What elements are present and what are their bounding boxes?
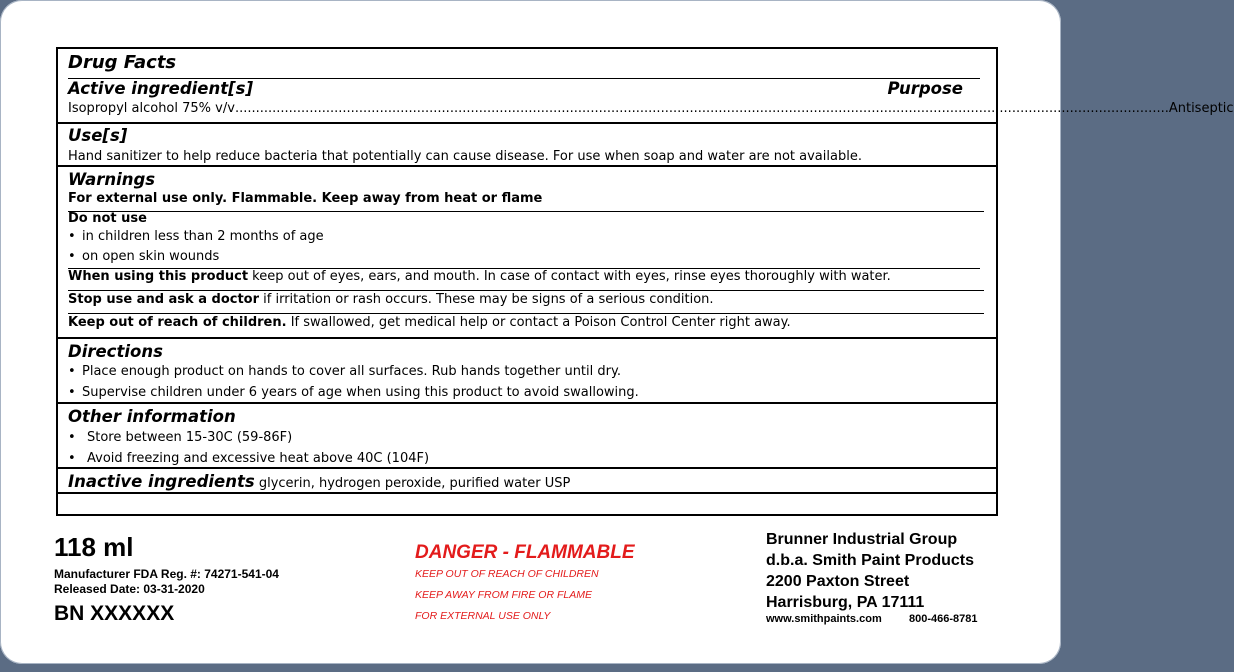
do-not-use-label: Do not use [68, 211, 147, 226]
danger-title: DANGER - FLAMMABLE [415, 542, 635, 563]
warnings-rule-1 [68, 211, 984, 212]
active-ingredient-heading: Active ingredient[s] [68, 79, 254, 98]
company-dba: d.b.a. Smith Paint Products [766, 552, 975, 569]
bullet: • [68, 430, 76, 445]
company-city: Harrisburg, PA 17111 [766, 594, 925, 611]
uses-heading: Use[s] [68, 126, 128, 145]
external-use-warning: For external use only. Flammable. Keep away from heat or flame [68, 191, 543, 206]
keep-out-text: If swallowed, get medical help or contact a Poison Control Center right away. [286, 315, 791, 330]
inactive-section [58, 467, 996, 495]
other-info-heading: Other information [68, 407, 236, 426]
when-using-line [68, 269, 891, 285]
active-ingredient-name: Isopropyl alcohol 75% v/v [68, 101, 235, 116]
warnings-heading: Warnings [68, 170, 156, 189]
do-not-use-item: on open skin wounds [82, 249, 220, 264]
directions-item: Place enough product on hands to cover all surfaces. Rub hands together until dry. [82, 364, 621, 379]
company-website[interactable]: www.smithpaints.com [766, 613, 882, 625]
danger-line: KEEP OUT OF REACH OF CHILDREN [415, 568, 599, 580]
when-using-text: keep out of eyes, ears, and mouth. In case of contact with eyes, rinse eyes thoroughly with water. [248, 269, 891, 284]
company-phone: 800-466-8781 [909, 613, 978, 625]
uses-section [58, 122, 996, 166]
directions-section [58, 337, 996, 403]
uses-text: Hand sanitizer to help reduce bacteria that potentially can cause disease. For use when soap and water are not available. [68, 149, 862, 164]
bullet: • [68, 364, 76, 379]
purpose-heading: Purpose [887, 79, 963, 98]
keep-out-label: Keep out of reach of children. [68, 315, 287, 330]
company-name: Brunner Industrial Group [766, 531, 958, 548]
other-info-item: Avoid freezing and excessive heat above 40C (104F) [87, 451, 430, 466]
danger-line: FOR EXTERNAL USE ONLY [415, 610, 551, 622]
bullet: • [68, 451, 76, 466]
batch-number: BN XXXXXX [54, 602, 175, 625]
other-info-section [58, 402, 996, 469]
keep-out-line [68, 315, 791, 331]
bullet: • [68, 229, 76, 244]
bullet: • [68, 385, 76, 400]
inactive-heading: Inactive ingredients [68, 472, 255, 491]
warnings-rule-3 [68, 290, 984, 291]
dot-leader: .................................................................................................................................................................................................................................. [234, 101, 1169, 116]
warnings-section [58, 165, 996, 339]
bullet: • [68, 249, 76, 264]
directions-item: Supervise children under 6 years of age when using this product to avoid swallowing. [82, 385, 639, 400]
when-using-label: When using this product [68, 269, 249, 284]
inactive-text: glycerin, hydrogen peroxide, purified water USP [254, 476, 571, 491]
product-volume: 118 ml [54, 532, 134, 562]
inactive-line [68, 472, 570, 494]
danger-line: KEEP AWAY FROM FIRE OR FLAME [415, 589, 592, 601]
released-date: Released Date: 03-31-2020 [54, 582, 205, 596]
stop-use-text: if irritation or rash occurs. These may be signs of a serious condition. [259, 292, 714, 307]
warnings-rule-4 [68, 313, 984, 314]
fda-registration: Manufacturer FDA Reg. #: 74271-541-04 [54, 567, 279, 581]
stop-use-line [68, 292, 714, 308]
empty-section [58, 492, 996, 516]
drug-facts-title: Drug Facts [68, 52, 177, 73]
active-ingredient-row [68, 101, 1234, 117]
directions-heading: Directions [68, 342, 163, 361]
drug-facts-panel [56, 47, 1234, 516]
do-not-use-item: in children less than 2 months of age [82, 229, 324, 244]
active-ingredient-purpose: Antiseptic [1168, 101, 1234, 116]
other-info-item: Store between 15-30C (59-86F) [87, 430, 293, 445]
company-street: 2200 Paxton Street [766, 573, 910, 590]
stop-use-label: Stop use and ask a doctor [68, 292, 260, 307]
